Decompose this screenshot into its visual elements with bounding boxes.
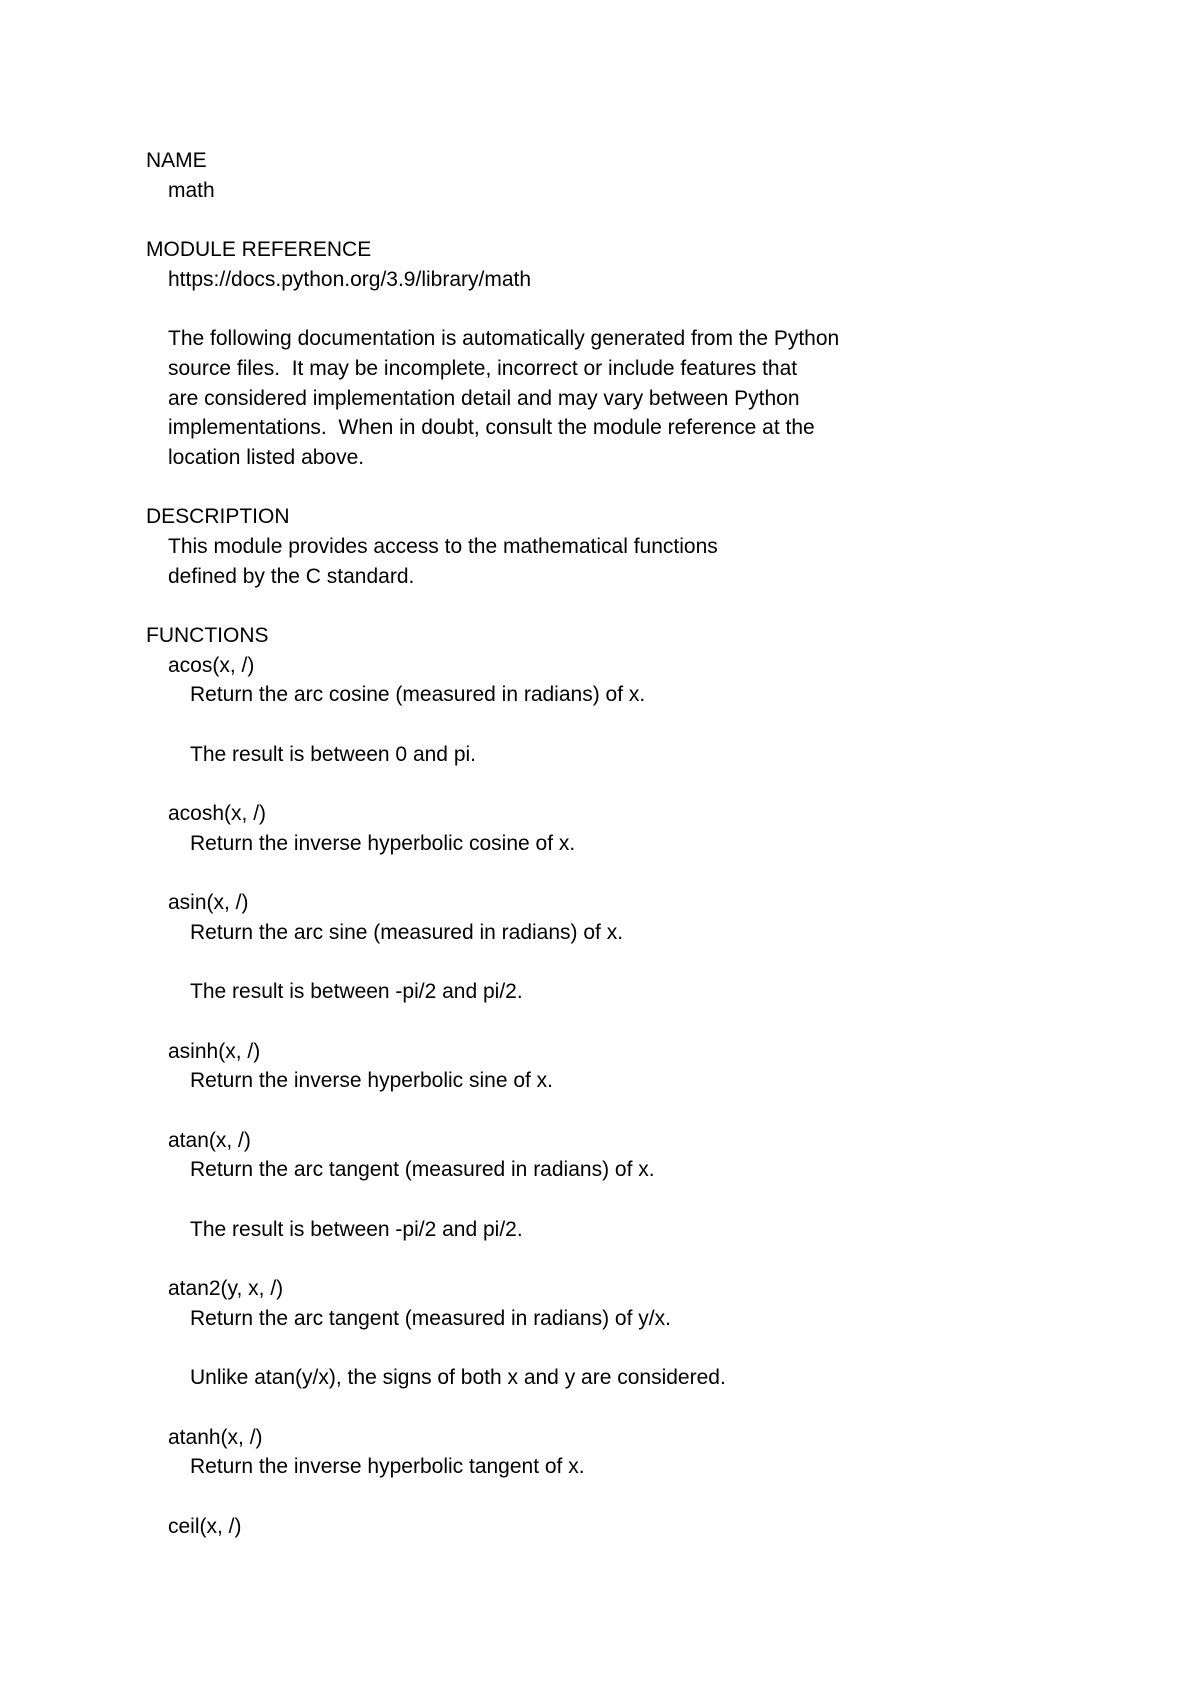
module-name: math xyxy=(168,178,215,202)
spacer xyxy=(146,473,1106,503)
spacer xyxy=(146,1482,1106,1512)
function-signature: asinh(x, /) xyxy=(168,1039,261,1063)
spacer xyxy=(146,948,1106,978)
spacer xyxy=(146,1096,1106,1126)
function-description: The result is between 0 and pi. xyxy=(190,742,477,766)
module-reference-note-line: are considered implementation detail and may vary between Python xyxy=(168,386,800,410)
spacer xyxy=(146,859,1106,889)
section-heading-module-reference: MODULE REFERENCE xyxy=(146,238,372,262)
module-reference-note-line: location listed above. xyxy=(168,445,365,469)
function-description: Return the inverse hyperbolic sine of x. xyxy=(190,1069,554,1093)
function-description: Return the arc cosine (measured in radians) of x. xyxy=(190,683,646,707)
spacer xyxy=(146,1185,1106,1215)
module-reference-note-line: source files. It may be incomplete, incorrect or include features that xyxy=(168,356,798,380)
spacer xyxy=(146,769,1106,799)
function-description: The result is between -pi/2 and pi/2. xyxy=(190,1217,523,1241)
function-description: The result is between -pi/2 and pi/2. xyxy=(190,980,523,1004)
module-reference-url: https://docs.python.org/3.9/library/math xyxy=(168,267,532,291)
spacer xyxy=(146,1334,1106,1364)
function-signature: acos(x, /) xyxy=(168,653,255,677)
section-heading-name: NAME xyxy=(146,149,207,172)
function-signature: ceil(x, /) xyxy=(168,1514,242,1538)
function-description: Unlike atan(y/x), the signs of both x and y are considered. xyxy=(190,1366,726,1390)
spacer xyxy=(146,1007,1106,1037)
function-signature: atanh(x, /) xyxy=(168,1425,263,1449)
function-signature: asin(x, /) xyxy=(168,891,249,915)
function-signature: acosh(x, /) xyxy=(168,802,267,826)
spacer xyxy=(146,591,1106,621)
function-signature: atan(x, /) xyxy=(168,1128,251,1152)
section-heading-functions: FUNCTIONS xyxy=(146,624,269,647)
document-body xyxy=(146,146,1106,1541)
description-line: This module provides access to the mathematical functions xyxy=(168,534,718,558)
function-description: Return the inverse hyperbolic cosine of x. xyxy=(190,831,576,855)
function-description: Return the inverse hyperbolic tangent of x. xyxy=(190,1455,585,1479)
description-line: defined by the C standard. xyxy=(168,564,415,588)
spacer xyxy=(146,1244,1106,1274)
module-reference-note-line: implementations. When in doubt, consult the module reference at the xyxy=(168,416,815,440)
spacer xyxy=(146,710,1106,740)
module-reference-note-line: The following documentation is automatically generated from the Python xyxy=(168,327,840,351)
function-description: Return the arc sine (measured in radians) of x. xyxy=(190,920,624,944)
function-signature: atan2(y, x, /) xyxy=(168,1277,284,1301)
section-heading-description: DESCRIPTION xyxy=(146,505,290,529)
function-description: Return the arc tangent (measured in radians) of y/x. xyxy=(190,1306,671,1330)
function-description: Return the arc tangent (measured in radians) of x. xyxy=(190,1158,655,1182)
spacer xyxy=(146,205,1106,235)
spacer xyxy=(146,294,1106,324)
spacer xyxy=(146,1393,1106,1423)
